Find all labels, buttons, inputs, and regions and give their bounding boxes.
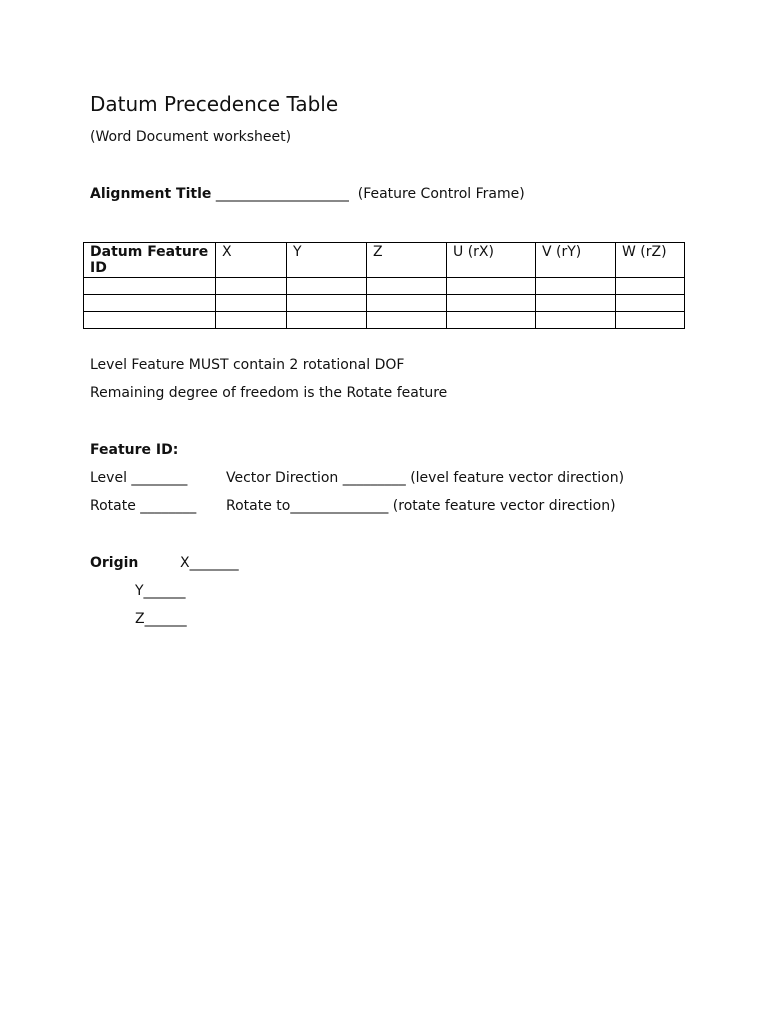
alignment-title-note: (Feature Control Frame) [353, 186, 525, 202]
page-subtitle: (Word Document worksheet) [90, 129, 292, 145]
feature-id-heading: Feature ID: [90, 442, 179, 458]
header-z: Z [367, 243, 447, 278]
header-v-ry: V (rY) [536, 243, 616, 278]
level-field[interactable]: Level ________ [90, 470, 188, 486]
origin-y-field[interactable]: Y______ [135, 583, 186, 599]
table-cell[interactable] [216, 295, 287, 312]
remaining-rule-text: Remaining degree of freedom is the Rotate feature [90, 385, 448, 401]
table-cell[interactable] [447, 295, 536, 312]
table-cell[interactable] [447, 278, 536, 295]
rotate-to-field[interactable]: Rotate to______________ (rotate feature vector direction) [226, 498, 616, 514]
rotate-field[interactable]: Rotate ________ [90, 498, 197, 514]
page-title: Datum Precedence Table [90, 92, 339, 116]
alignment-title-row [90, 185, 525, 203]
table-cell[interactable] [616, 295, 685, 312]
header-y: Y [287, 243, 367, 278]
origin-z-field[interactable]: Z______ [135, 611, 187, 627]
alignment-title-blank[interactable]: ___________________ [211, 186, 354, 202]
table-cell[interactable] [536, 278, 616, 295]
header-w-rz: W (rZ) [616, 243, 685, 278]
table-cell[interactable] [287, 312, 367, 329]
table-cell[interactable] [367, 278, 447, 295]
origin-label: Origin [90, 555, 139, 571]
table-cell[interactable] [216, 278, 287, 295]
header-datum-feature-id: Datum Feature ID [84, 243, 216, 278]
level-rule-text: Level Feature MUST contain 2 rotational DOF [90, 357, 405, 373]
table-row [84, 278, 685, 295]
table-cell[interactable] [84, 312, 216, 329]
alignment-title-label: Alignment Title [90, 186, 212, 202]
table-cell[interactable] [367, 295, 447, 312]
table-cell[interactable] [616, 312, 685, 329]
table-cell[interactable] [616, 278, 685, 295]
table-cell[interactable] [84, 278, 216, 295]
table-cell[interactable] [536, 312, 616, 329]
table-cell[interactable] [287, 278, 367, 295]
table-row [84, 312, 685, 329]
table-cell[interactable] [367, 312, 447, 329]
header-u-rx: U (rX) [447, 243, 536, 278]
table-cell[interactable] [287, 295, 367, 312]
origin-x-field[interactable]: X_______ [180, 555, 239, 571]
table-row [84, 295, 685, 312]
table-cell[interactable] [447, 312, 536, 329]
table-cell[interactable] [536, 295, 616, 312]
header-x: X [216, 243, 287, 278]
table-header-row [84, 243, 685, 278]
datum-precedence-table [83, 242, 685, 329]
table-cell[interactable] [216, 312, 287, 329]
vector-direction-field[interactable]: Vector Direction _________ (level feature vector direction) [226, 470, 625, 486]
table-cell[interactable] [84, 295, 216, 312]
